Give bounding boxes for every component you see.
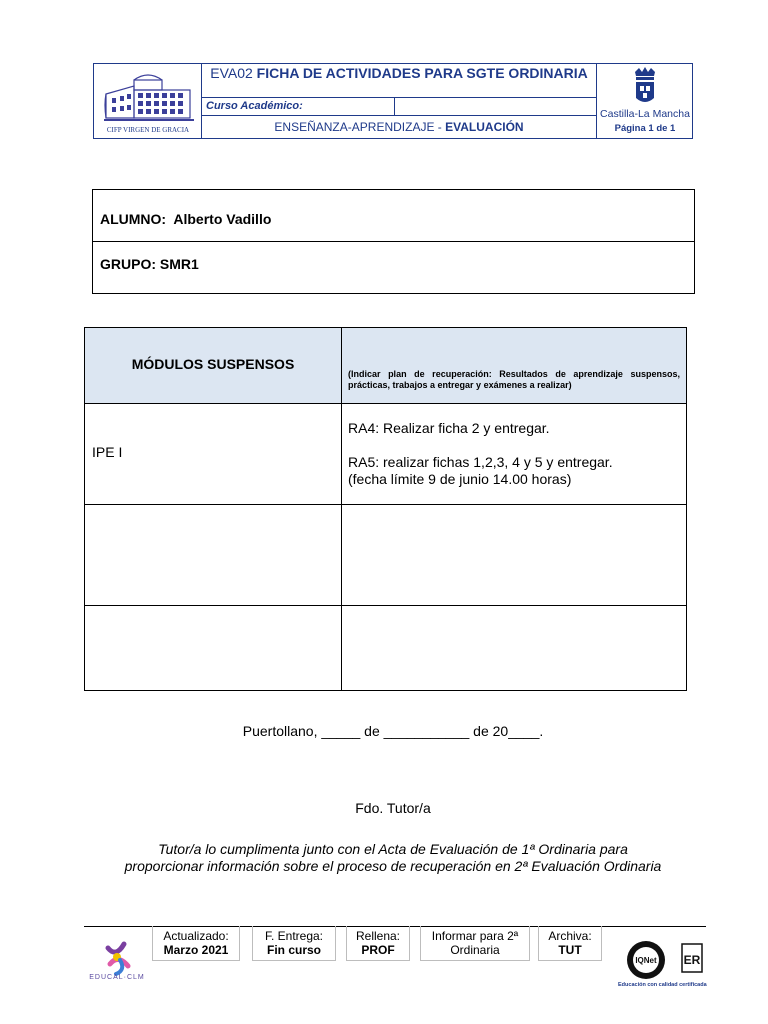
plan-line: RA5: realizar fichas 1,2,3, 4 y 5 y entregar. — [348, 454, 613, 470]
footer-updated-value: Marzo 2021 — [163, 943, 229, 957]
certification-text: Educación con calidad certificada — [618, 982, 707, 988]
instructions-note — [0, 841, 768, 875]
school-name: CIFP VIRGEN DE GRACIA — [106, 126, 190, 134]
iqnet-label: IQNet — [635, 956, 657, 965]
place-date-line: Puertollano, _____ de ___________ de 20____. — [242, 723, 544, 739]
document-title — [202, 64, 596, 98]
course-label: Curso Académico: — [206, 100, 303, 112]
footer-updated — [152, 926, 240, 961]
student-label: ALUMNO: — [100, 211, 167, 227]
row-divider — [85, 403, 686, 404]
region-logo — [596, 64, 692, 138]
er-label: ER — [683, 953, 701, 967]
course-row — [202, 98, 596, 116]
footer-inform-label: Informar para 2ª — [431, 929, 519, 943]
failed-modules-table — [84, 327, 687, 691]
course-divider — [394, 98, 395, 115]
plan-cell — [348, 420, 613, 488]
group-row — [93, 242, 694, 293]
footer-inform — [420, 926, 530, 961]
footer-archive-value: TUT — [558, 943, 582, 957]
header-center — [202, 64, 596, 138]
group-field: GRUPO: SMR1 — [100, 256, 199, 272]
footer-delivery — [252, 926, 336, 961]
page-number: Página 1 de 1 — [614, 123, 676, 134]
educal-logo — [86, 930, 148, 990]
footer-delivery-value: Fin curso — [266, 943, 321, 957]
footer-fill-label: Rellena: — [355, 929, 401, 943]
footer-fill — [346, 926, 410, 961]
row-divider — [85, 504, 686, 505]
footer-fill-value: PROF — [361, 943, 395, 957]
row-divider — [85, 605, 686, 606]
school-building-icon — [94, 64, 202, 124]
educal-icon — [86, 930, 148, 990]
note-line: proporcionar información sobre el proceso de recuperación en 2ª Evaluación Ordinaria — [124, 858, 662, 874]
document-subtitle — [202, 117, 596, 138]
table-header-modules: MÓDULOS SUSPENSOS — [131, 356, 295, 372]
student-field — [100, 211, 271, 227]
plan-line: RA4: Realizar ficha 2 y entregar. — [348, 420, 550, 436]
student-row — [93, 190, 694, 242]
document-code: EVA02 — [210, 65, 253, 81]
signature-line: Fdo. Tutor/a — [355, 800, 431, 816]
educal-text: EDUCAL·CLM — [89, 974, 145, 981]
document-title-bold: FICHA DE ACTIVIDADES PARA SGTE ORDINARIA — [256, 65, 588, 81]
certification-seal-icon — [618, 938, 706, 982]
note-line: Tutor/a lo cumplimenta junto con el Acta de Evaluación de 1ª Ordinaria para — [158, 841, 628, 857]
module-cell: IPE I — [92, 444, 123, 460]
footer-archive — [538, 926, 602, 961]
table-header-plan: (Indicar plan de recuperación: Resultados de aprendizaje suspensos, prácticas, trabajos a entregar y exámenes a realizar) — [348, 369, 680, 390]
quality-certification-logo — [618, 938, 706, 990]
footer-updated-label: Actualizado: — [163, 929, 229, 943]
footer-delivery-label: F. Entrega: — [264, 929, 324, 943]
region-name: Castilla-La Mancha — [600, 108, 690, 120]
subtitle-prefix: ENSEÑANZA-APRENDIZAJE - — [274, 120, 446, 134]
student-name: Alberto Vadillo — [173, 211, 272, 227]
document-header — [93, 63, 693, 139]
school-logo — [94, 64, 202, 138]
subtitle-bold: EVALUACIÓN — [445, 120, 524, 134]
crown-crest-icon — [597, 64, 693, 106]
footer-archive-label: Archiva: — [548, 929, 592, 943]
student-info-box — [92, 189, 695, 294]
footer-inform-value: Ordinaria — [450, 943, 500, 957]
column-divider — [341, 328, 342, 690]
plan-line: (fecha límite 9 de junio 14.00 horas) — [348, 471, 572, 487]
